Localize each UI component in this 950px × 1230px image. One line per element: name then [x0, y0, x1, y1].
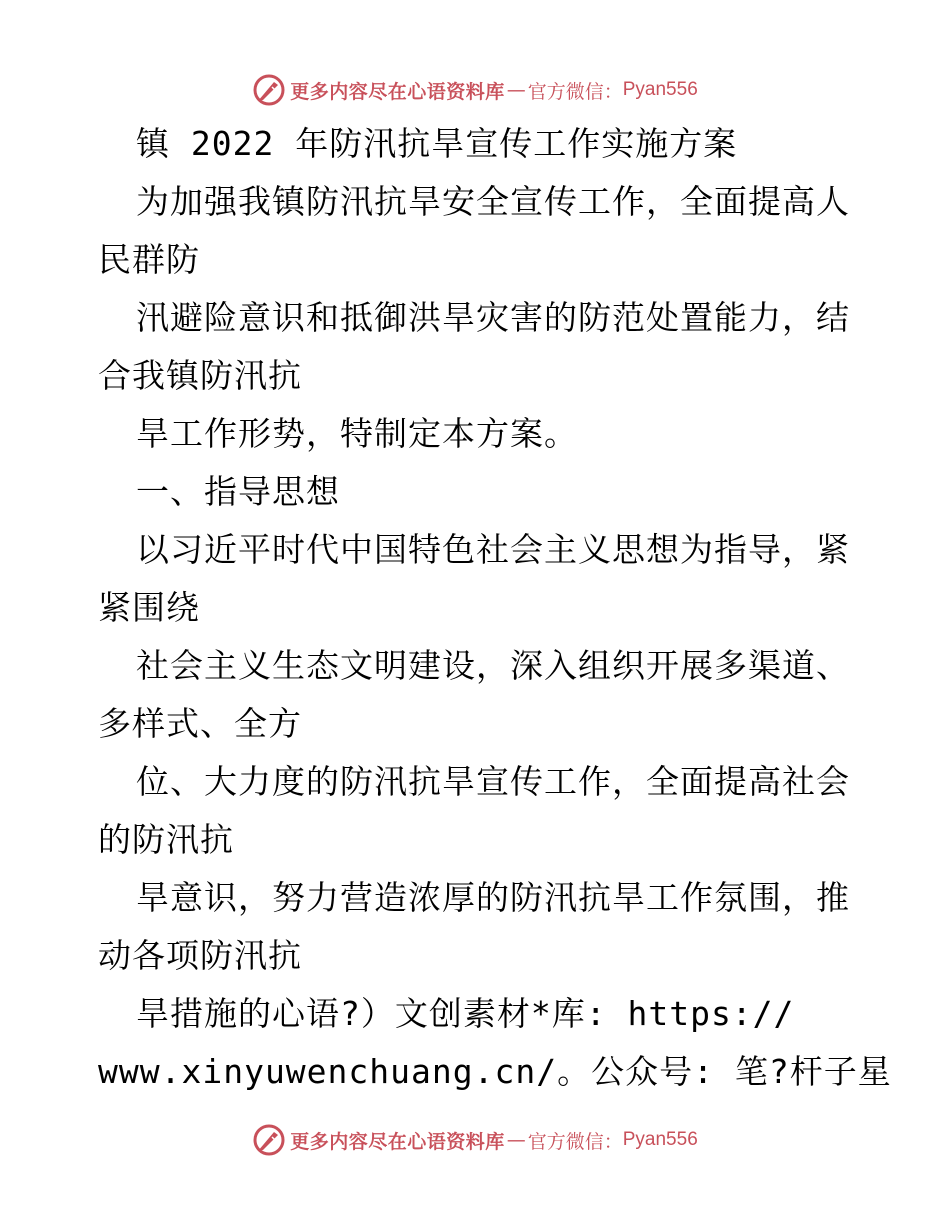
doc-line: 的防汛抗 [98, 820, 234, 859]
footer-banner [0, 1120, 950, 1160]
doc-line: 位、大力度的防汛抗旱宣传工作，全面提高社会 [136, 762, 850, 801]
banner-slogan: 更多内容尽在心语资料库 [290, 1130, 505, 1153]
doc-line: 多样式、全方 [98, 704, 302, 743]
doc-line: 紧围绕 [98, 588, 200, 627]
doc-line: 社会主义生态文明建设，深入组织开展多渠道、 [136, 646, 850, 685]
banner-wechat-label: 官方微信： [527, 1130, 623, 1153]
doc-line: 民群防 [98, 240, 200, 279]
header-banner [0, 70, 950, 110]
feather-logo-icon [252, 73, 286, 107]
document-body [98, 115, 892, 1101]
doc-line: 旱措施的心语?）文创素材*库: https:// [136, 994, 795, 1033]
doc-line: 汛避险意识和抵御洪旱灾害的防范处置能力，结 [136, 298, 850, 337]
doc-line: 动各项防汛抗 [98, 936, 302, 975]
doc-line: 以习近平时代中国特色社会主义思想为指导，紧 [136, 530, 850, 569]
banner-wechat-id: Pyan556 [622, 79, 698, 100]
section-heading: 一、指导思想 [136, 472, 340, 511]
banner-slogan: 更多内容尽在心语资料库 [290, 80, 505, 103]
doc-line: www.xinyuwenchuang.cn/。公众号: 笔?杆子星 [98, 1052, 892, 1091]
banner-dash: — [506, 1129, 526, 1151]
banner-wechat-label: 官方微信： [527, 80, 623, 103]
doc-line: 旱工作形势，特制定本方案。 [136, 414, 578, 453]
doc-line: 旱意识，努力营造浓厚的防汛抗旱工作氛围，推 [136, 878, 850, 917]
doc-line: 合我镇防汛抗 [98, 356, 302, 395]
banner-dash: — [506, 79, 526, 101]
doc-title: 镇 2022 年防汛抗旱宣传工作实施方案 [136, 124, 738, 163]
doc-line: 为加强我镇防汛抗旱安全宣传工作，全面提高人 [136, 182, 850, 221]
banner-wechat-id: Pyan556 [622, 1129, 698, 1150]
feather-logo-icon [252, 1123, 286, 1157]
